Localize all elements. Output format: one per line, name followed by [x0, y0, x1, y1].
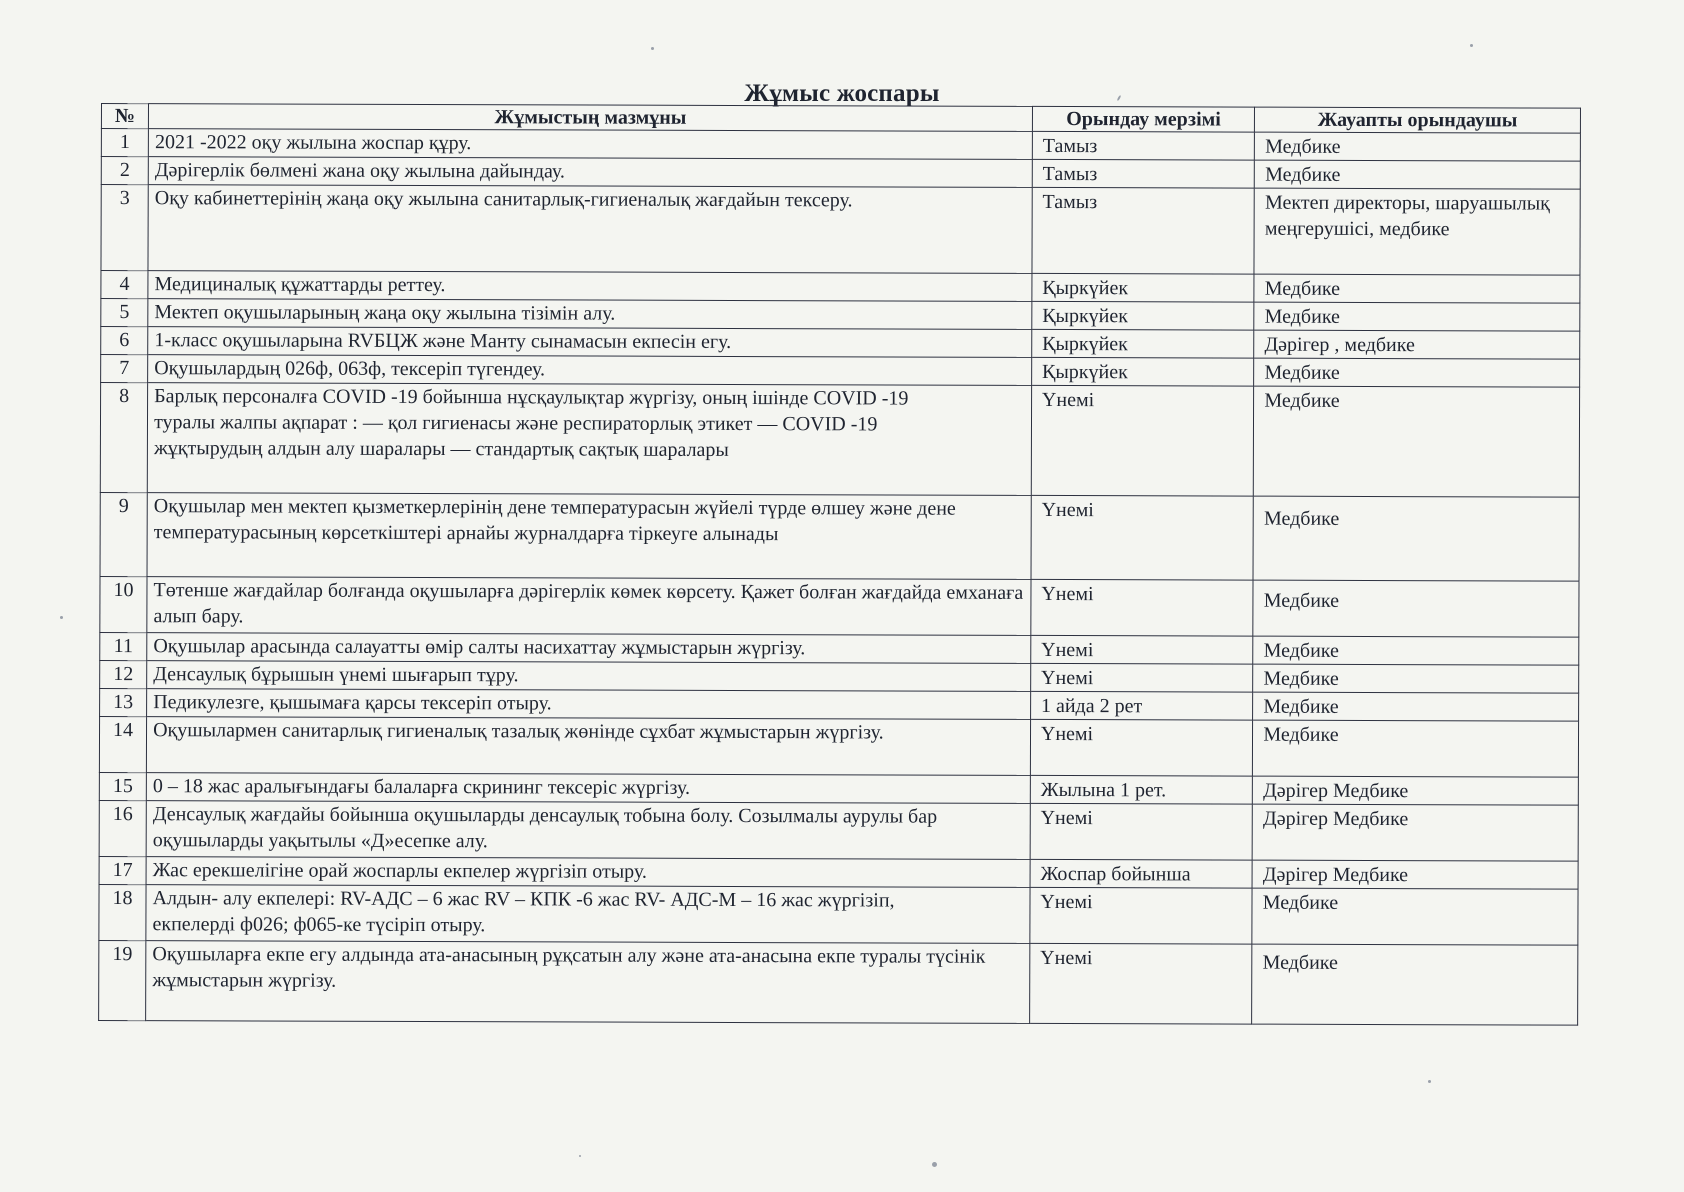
row-num: 18	[99, 884, 146, 940]
row-responsible: Медбике	[1254, 386, 1580, 497]
row-term: Қыркүйек	[1032, 273, 1255, 302]
row-responsible: Дәрігер , медбике	[1254, 330, 1580, 359]
row-responsible: Медбике	[1254, 358, 1580, 387]
row-num: 8	[100, 383, 147, 493]
row-term: Қыркүйек	[1032, 301, 1255, 330]
row-num: 7	[101, 355, 148, 383]
row-term: Қыркүйек	[1032, 329, 1255, 358]
row-term: Үнемі	[1030, 803, 1253, 860]
row-term: Тамыз	[1032, 159, 1255, 188]
row-term: Үнемі	[1030, 719, 1253, 776]
row-term: Жоспар бойынша	[1030, 859, 1253, 888]
row-num: 9	[100, 492, 147, 576]
row-content: Оқушылар мен мектеп қызметкерлерінің дене температурасын жүйелі түрде өлшеу және дене температурасының көрсеткіштері арнайы журналдарға тіркеуге алынады	[147, 493, 1031, 580]
row-num: 10	[100, 576, 147, 632]
header-num: №	[101, 104, 148, 129]
row-num: 12	[100, 660, 147, 688]
row-term: Үнемі	[1031, 579, 1254, 636]
row-content: Оқушылардың 026ф, 063ф, тексеріп түгендеу.	[148, 355, 1032, 386]
work-plan-table	[98, 103, 1581, 1026]
row-term: Үнемі	[1031, 385, 1254, 496]
row-term: Үнемі	[1030, 887, 1253, 944]
row-term: 1 айда 2 рет	[1030, 691, 1253, 720]
row-content: Дәрігерлік бөлмені жана оқу жылына дайындау.	[148, 157, 1032, 188]
row-num: 16	[99, 800, 146, 856]
row-num: 2	[101, 157, 148, 185]
row-term: Үнемі	[1031, 635, 1254, 664]
row-content: Денсаулық жағдайы бойынша оқушыларды денсаулық тобына болу. Созылмалы аурулы бар оқушыларды уақытылы «Д»есепке алу.	[146, 801, 1030, 860]
paper-speck	[1428, 1080, 1431, 1083]
row-content: Мектеп оқушыларының жаңа оқу жылына тізімін алу.	[148, 299, 1032, 330]
row-responsible: Медбике	[1253, 496, 1579, 581]
row-responsible: Медбике	[1253, 580, 1579, 637]
table-row	[99, 940, 1578, 1025]
row-content: Жас ерекшелігіне орай жоспарлы екпелер жүргізіп отыру.	[146, 857, 1030, 888]
table-row	[99, 800, 1578, 861]
paper-speck	[651, 47, 654, 50]
row-responsible: Дәрігер Медбике	[1253, 776, 1579, 805]
row-num: 6	[101, 327, 148, 355]
row-content: Медициналық құжаттарды реттеу.	[148, 271, 1032, 302]
row-term: Үнемі	[1031, 663, 1254, 692]
row-num: 14	[99, 716, 146, 772]
row-term: Тамыз	[1032, 131, 1255, 160]
row-content: Оқушылар арасында салауатты өмір салты насихаттау жұмыстарын жүргізу.	[147, 633, 1031, 664]
row-content: Алдын- алу екпелері: RV-АДС – 6 жас RV – КПК -6 жас RV- АДС-М – 16 жас жүргізіп, екпелерді ф026; ф065-ке түсіріп отыру.	[146, 885, 1030, 944]
table-row	[100, 492, 1579, 581]
row-responsible: Медбике	[1253, 664, 1579, 693]
row-num: 13	[100, 688, 147, 716]
row-term: Үнемі	[1029, 943, 1252, 1024]
table-row	[99, 716, 1578, 777]
header-content: Жұмыстың мазмұны	[149, 104, 1033, 132]
row-num: 3	[101, 185, 148, 271]
table-row	[99, 884, 1578, 945]
row-content: Барлық персоналға COVID -19 бойынша нұсқаулықтар жүргізу, оның ішінде COVID -19 туралы жалпы ақпарат : — қол гигиенасы және респираторлық этикет — COVID -19 жұқтырудың алдын алу шаралары — стандартық сақтық шаралары	[147, 383, 1031, 496]
row-responsible: Медбике	[1255, 132, 1581, 161]
row-responsible: Медбике	[1253, 692, 1579, 721]
row-responsible: Медбике	[1255, 160, 1581, 189]
row-term: Жылына 1 рет.	[1030, 775, 1253, 804]
table-row	[100, 383, 1579, 498]
document-title: Жұмыс жоспары	[744, 80, 940, 107]
row-num: 17	[99, 856, 146, 884]
row-term: Қыркүйек	[1031, 357, 1254, 386]
paper-speck	[60, 616, 63, 619]
row-term: Тамыз	[1032, 187, 1255, 274]
row-responsible: Дәрігер Медбике	[1252, 860, 1578, 889]
row-content: 2021 -2022 оқу жылына жоспар құру.	[148, 129, 1032, 160]
row-content: Оқушылармен санитарлық гигиеналық тазалық жөнінде сұхбат жұмыстарын жүргізу.	[146, 717, 1030, 776]
row-num: 5	[101, 299, 148, 327]
row-num: 11	[100, 632, 147, 660]
row-responsible: Медбике	[1252, 944, 1578, 1025]
row-responsible: Дәрігер Медбике	[1252, 804, 1578, 861]
table-row	[101, 185, 1580, 276]
row-responsible: Медбике	[1253, 720, 1579, 777]
row-content: 1-класс оқушыларына RVБЦЖ және Манту сынамасын екпесін егу.	[148, 327, 1032, 358]
row-num: 4	[101, 271, 148, 299]
row-num: 1	[101, 129, 148, 157]
row-responsible: Медбике	[1253, 636, 1579, 665]
paper-speck	[579, 1155, 581, 1157]
row-content: Денсаулық бұрышын үнемі шығарып тұру.	[147, 661, 1031, 692]
row-content: Төтенше жағдайлар болғанда оқушыларға дәрігерлік көмек көрсету. Қажет болған жағдайда емханаға алып бару.	[147, 577, 1031, 636]
row-responsible: Медбике	[1252, 888, 1578, 945]
row-responsible: Мектеп директоры, шаруашылық меңгерушісі, медбике	[1254, 188, 1580, 275]
table-row	[100, 576, 1579, 637]
header-responsible: Жауапты орындаушы	[1255, 107, 1581, 133]
row-content: Оқу кабинеттерінің жаңа оқу жылына санитарлық-гигиеналық жағдайын тексеру.	[148, 185, 1032, 274]
row-responsible: Медбике	[1254, 274, 1580, 303]
row-content: Педикулезге, қышымаға қарсы тексеріп отыру.	[147, 689, 1031, 720]
row-num: 15	[99, 772, 146, 800]
row-content: Оқушыларға екпе егу алдында ата-анасының рұқсатын алу және ата-анасына екпе туралы түсінік жұмыстарын жүргізу.	[146, 941, 1030, 1024]
row-num: 19	[99, 940, 146, 1020]
row-responsible: Медбике	[1254, 302, 1580, 331]
header-term: Орындау мерзімі	[1032, 106, 1255, 132]
paper-speck	[1470, 44, 1473, 47]
row-content: 0 – 18 жас аралығындағы балаларға скрининг тексеріс жүргізу.	[146, 773, 1030, 804]
paper-speck	[932, 1162, 937, 1167]
row-term: Үнемі	[1031, 495, 1254, 580]
